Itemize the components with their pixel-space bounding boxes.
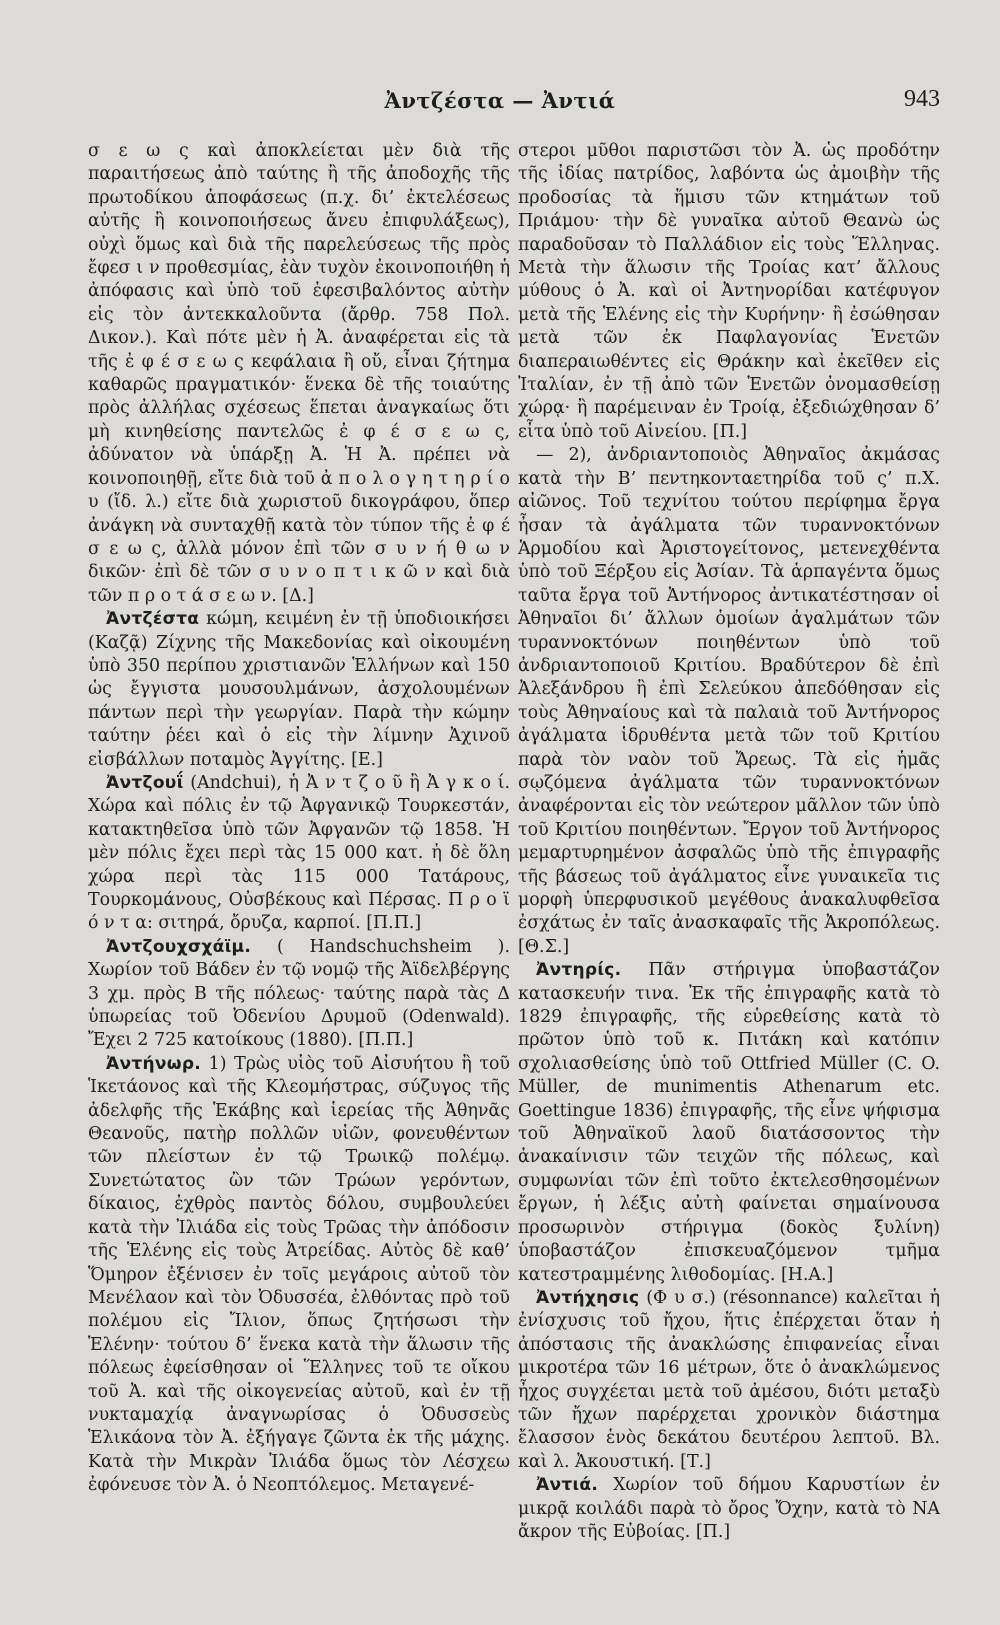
entry-antenor-2	[518, 444, 940, 959]
entry-text: (Φ υ σ.) (résonnance) καλεῖται ἡ ἐνίσχυσις τοῦ ἤχου, ἥτις ἐπέρχεται ὅταν ἡ ἀπόστασις τῆς ἀνακλώσης ἐπιφανείας εἶναι μικροτέρα τῶν 16 μέτρων, ὅτε ὁ ἀνακλώμενος ἦχος συγχέεται μετὰ τοῦ ἀμέσου, διότι μεταξὺ τῶν ἤχων παρέρχεται χρονικὸν διάστημα ἔλασσον ἑνὸς δεκάτου δευτέρου λεπτοῦ. Βλ. καὶ λ. Ἀκουστική. [Τ.]	[518, 1287, 940, 1472]
entry-antenor	[88, 1053, 510, 1498]
entry-text: ( Handschuchsheim ). Χωρίον τοῦ Βάδεν ἐν τῷ νομῷ τῆς Ἀϊδελβέργης 3 χμ. πρὸς Β τῆς πόλεως· ταύτης παρὰ τὰς Δ ὑπωρείας τοῦ Ὀδενίου Δρυμοῦ (Odenwald). Ἔχει 2 725 κατοίκους (1880). [Π.Π.]	[88, 936, 510, 1051]
entry-text: κώμη, κειμένη ἐν τῇ ὑποδιοικήσει (Καζᾷ) Ζίχνης τῆς Μακεδονίας καὶ οἰκουμένη ὑπὸ 350 περίπου χριστιανῶν Ἑλλήνων καὶ 150 ὡς ἔγγιστα μουσουλμάνων, ἀσχολουμένων πάντων περὶ τὴν γεωργίαν. Παρὰ τὴν κώμην ταύτην ῥέει καὶ ὁ εἰς τὴν λίμνην Ἀχινοῦ εἰσβάλλων ποταμὸς Ἀγγίτης. [Ε.]	[88, 609, 510, 770]
headword: Ἀντήχησις	[536, 1287, 640, 1308]
entry-text: (Andchui), ἡ Ἀ ν τ ζ ο ῦ ἢ Ἀ γ κ ο ί. Χώρα καὶ πόλις ἐν τῷ Ἀφγανικῷ Τουρκεστάν, κατακτηθεῖσα ὑπὸ τῶν Ἀφγανῶν τῷ 1858. Ἡ μὲν πόλις ἔχει περὶ τὰς 15 000 κατ. ἡ δὲ ὅλη χώρα περὶ τὰς 115 000 Τατάρους, Τουρκομάνους, Οὐσβέκους καὶ Πέρσας. Π ρ ο ϊ ό ν τ α: σιτηρά, ὄρυζα, καρποί. [Π.Π.]	[88, 772, 510, 934]
right-column	[518, 140, 940, 1605]
left-column	[88, 140, 510, 1605]
entry-antessa-cont	[88, 140, 510, 608]
headword: Ἀντζέστα	[106, 609, 200, 630]
text-columns	[88, 140, 940, 1605]
entry-text: — 2), ἀνδριαντοποιὸς Ἀθηναῖος ἀκμάσας κατὰ τὴν Β’ πεντηκονταετηρίδα τοῦ ς’ π.Χ. αἰῶνος. Τοῦ τεχνίτου τούτου περίφημα ἔργα ἦσαν τὰ ἀγάλματα τῶν τυραννοκτόνων Ἁρμοδίου καὶ Ἀριστογείτονος, μετενεχθέντα ὑπὸ τοῦ Ξέρξου εἰς Ἀσίαν. Τὰ ἁρπαγέντα ὅμως ταῦτα ἔργα τοῦ Ἀντήνορος ἀντικατέστησαν οἱ Ἀθηναῖοι δι’ ἄλλων ὁμοίων ἀγαλμάτων τῶν τυραννοκτόνων ποιηθέντων ὑπὸ τοῦ ἀνδριαντοποιοῦ Κριτίου. Βραδύτερον δὲ ἐπὶ Ἀλεξάνδρου ἢ ἐπὶ Σελεύκου ἀπεδόθησαν εἰς τοὺς Ἀθηναίους καὶ τὰ παλαιὰ τοῦ Ἀντήνορος ἀγάλματα ἱδρυθέντα μετὰ τῶν τοῦ Κριτίου παρὰ τὸν ναὸν τοῦ Ἄρεως. Τὰ εἰς ἡμᾶς σῳζόμενα ἀγάλματα τῶν τυραννοκτόνων ἀναφέρονται εἰς τὸν νεώτερον μᾶλλον τῶν ὑπὸ τοῦ Κριτίου ποιηθέντων. Ἔργον τοῦ Ἀντήνορος μεμαρτυρημένον ἀσφαλῶς ὑπὸ τῆς ἐπιγραφῆς τῆς βάσεως τοῦ ἀγάλματος εἶνε γυναικεῖα τις μορφὴ ὑπερφυσικοῦ μεγέθους ἀνακαλυφθεῖσα ἐσχάτως ἐν ταῖς ἀνασκαφαῖς τῆς Ἀκροπόλεως. [Θ.Σ.]	[518, 445, 940, 957]
entry-text: στεροι μῦθοι παριστῶσι τὸν Ἀ. ὡς προδότην τῆς ἰδίας πατρίδος, λαβόντα ὡς ἀμοιβὴν τῆς προδοσίας τὰ ἥμισυ τῶν κτημάτων τοῦ Πριάμου· τὴν δὲ γυναῖκα αὐτοῦ Θεανὼ ὡς παραδοῦσαν τὸ Παλλάδιον εἰς τοὺς Ἕλληνας. Μετὰ τὴν ἅλωσιν τῆς Τροίας κατ’ ἄλλους μύθους ὁ Ἀ. καὶ οἱ Ἀντηνορίδαι κατέφυγον μετὰ τῆς Ἑλένης εἰς τὴν Κυρήνην· ἢ ἐσώθησαν μετὰ τῶν ἐκ Παφλαγονίας Ἑνετῶν διαπεραιωθέντες εἰς Θράκην καὶ ἐκεῖθεν εἰς Ἰταλίαν, ἐν τῇ ἀπὸ τῶν Ἑνετῶν ὀνομασθείσῃ χώρᾳ· ἢ παρέμειναν ἐν Τροίᾳ, ἐξεδιώχθησαν δ’ εἶτα ὑπὸ τοῦ Αἰνείου. [Π.]	[518, 141, 940, 442]
headword: Ἀντζουΐ	[106, 772, 184, 793]
running-title: Ἀντζέστα — Ἀντιά	[384, 88, 616, 113]
page-header	[0, 88, 1000, 122]
entry-antenor-cont	[518, 140, 940, 444]
headword: Ἀντήνωρ.	[106, 1053, 202, 1074]
headword: Ἀντιά.	[536, 1475, 599, 1496]
entry-text: 1) Τρὼς υἱὸς τοῦ Αἰσυήτου ἢ τοῦ Ἱκετάονος καὶ τῆς Κλεομήστρας, σύζυγος τῆς ἀδελφῆς τῆς Ἑκάβης καὶ ἱερείας τῆς Ἀθηνᾶς Θεανοῦς, πατὴρ πολλῶν υἱῶν, φονευθέντων τῶν πλείστων ἐν τῷ Τρωικῷ πολέμῳ. Συνετώτατος ὢν τῶν Τρώων γερόντων, δίκαιος, ἐχθρὸς παντὸς δόλου, συμβουλεύει κατὰ τὴν Ἰλιάδα εἰς τοὺς Τρῶας τὴν ἀπόδοσιν τῆς Ἑλένης εἰς τοὺς Ἀτρείδας. Αὐτὸς δὲ καθ’ Ὅμηρον ἐξένισεν ἐν τοῖς μεγάροις αὐτοῦ τὸν Μενέλαον καὶ τὸν Ὀδυσσέα, ἐλθόντας πρὸ τοῦ πολέμου εἰς Ἴλιον, ὅπως ζητήσωσι τὴν Ἑλένην· τούτου δ’ ἕνεκα κατὰ τὴν ἅλωσιν τῆς πόλεως ἐφείσθησαν οἱ Ἕλληνες τοῦ τε οἴκου τοῦ Ἀ. καὶ τῆς οἰκογενείας αὐτοῦ, καὶ ἐν τῇ νυκταμαχίᾳ ἀναγνωρίσας ὁ Ὀδυσσεὺς Ἑλικάονα τὸν Ἀ. ἐξήγαγε ζῶντα ἐκ τῆς μάχης. Κατὰ τὴν Μικρὰν Ἰλιάδα ὅμως τὸν Λέσχεω ἐφόνευσε τὸν Ἀ. ὁ Νεοπτόλεμος. Μεταγενέ-	[88, 1053, 510, 1496]
entry-antia	[518, 1474, 940, 1544]
entry-text: Πᾶν στήριγμα ὑποβαστάζον κατασκευήν τινα. Ἐκ τῆς ἐπιγραφῆς κατὰ τὸ 1829 ἐπιγραφῆς, τῆς εὑρεθείσης κατὰ τὸ πρῶτον ὑπὸ τοῦ κ. Πιτάκη καὶ κατόπιν σχολιασθείσης ὑπὸ τοῦ Ottfried Müller (C. O. Müller, de munimentis Athenarum etc. Goettingue 1836) ἐπιγραφῆς, τῆς εἶνε ψήφισμα τοῦ Ἀθηναϊκοῦ λαοῦ διατάσσοντος τὴν ἀνακαίνισιν τῶν τειχῶν τῆς πόλεως, καὶ συμφωνίαι τῶν ἐπὶ τοῦτο ἐκτελεσθησομένων ἔργων, ἡ λέξις αὐτὴ φαίνεται σημαίνουσα προσωρινὸν στήριγμα (δοκὸς ξυλίνη) ὑποβαστάζον ἐπισκευαζόμενον τμῆμα κατεστραμμένης λιθοδομίας. [Η.Α.]	[518, 960, 940, 1285]
entry-text: σ ε ω ς καὶ ἀποκλείεται μὲν διὰ τῆς παραιτήσεως ἀπὸ ταύτης ἢ τῆς ἀποδοχῆς τῆς πρωτοδίκου ἀποφάσεως (π.χ. δι’ ἐκτελέσεως αὐτῆς ἢ κοινοποιήσεως ἄνευ ἐπιφυλάξεως), οὐχὶ ὅμως καὶ διὰ τῆς παρελεύσεως τῆς πρὸς ἔφεσ ι ν προθεσμίας, ἐὰν τυχὸν ἐκοινοποιήθη ἡ ἀπόφασις καὶ ὑπὸ τοῦ ἐφεσιβαλόντος αὐτὴν εἰς τὸν ἀντεκκαλοῦντα (ἄρθρ. 758 Πολ. Δικον.). Καὶ πότε μὲν ἡ Ἀ. ἀναφέρεται εἰς τὰ τῆς ἐ φ έ σ ε ω ς κεφάλαια ἢ οὔ, εἶναι ζήτημα καθαρῶς πραγματικόν· ἕνεκα δὲ τῆς τοιαύτης πρὸς ἀλλήλας σχέσεως ἕπεται ἀναγκαίως ὅτι μὴ κινηθείσης παντελῶς ἐ φ έ σ ε ω ς, ἀδύνατον νὰ ὑπάρξῃ Ἀ. Ἡ Ἀ. πρέπει νὰ κοινοποιηθῇ, εἴτε διὰ τοῦ ἀ π ο λ ο γ η τ η ρ ί ο υ (ἴδ. λ.) εἴτε διὰ χωριστοῦ δικογράφου, ὅπερ ἀνάγκη νὰ συνταχθῇ κατὰ τὸν τύπον τῆς ἐ φ έ σ ε ω ς, ἀλλὰ μόνον ἐπὶ τῶν σ υ ν ή θ ω ν δικῶν· ἐπὶ δὲ τῶν σ υ ν ο π τ ι κ ῶ ν καὶ διὰ τῶν π ρ ο τ ά σ ε ω ν. [Δ.]	[88, 141, 510, 606]
entry-text: Χωρίον τοῦ δήμου Καρυστίων ἐν μικρᾷ κοιλάδι παρὰ τὸ ὄρος Ὄχην, κατὰ τὸ ΝΑ ἄκρον τῆς Εὐβοίας. [Π.]	[518, 1475, 940, 1542]
entry-antzouchsaim	[88, 936, 510, 1053]
headword: Ἀντηρίς.	[536, 960, 622, 981]
entry-antzoui	[88, 772, 510, 936]
entry-anteres	[518, 959, 940, 1287]
page-number: 943	[904, 86, 940, 112]
entry-antechesis	[518, 1287, 940, 1474]
entry-antzesta	[88, 608, 510, 772]
headword: Ἀντζουχσχάϊμ.	[106, 936, 252, 957]
